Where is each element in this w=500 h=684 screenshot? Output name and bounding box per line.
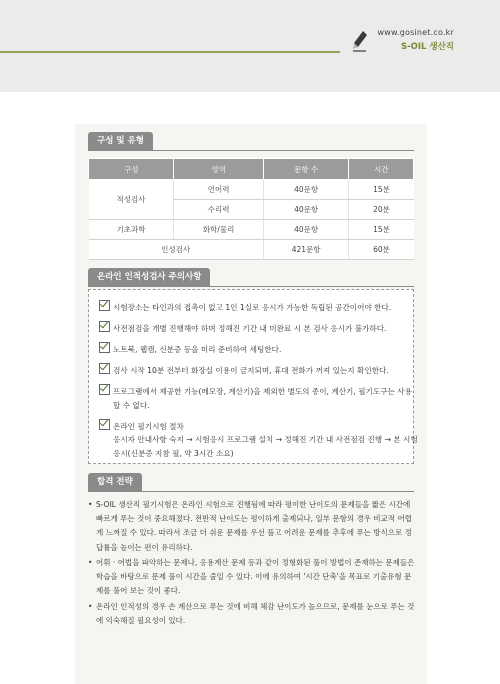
- notice-item: [99, 342, 404, 357]
- section-rule: [88, 150, 414, 151]
- strategy-text: 온라인 인적성의 경우 손 계산으로 푸는 것에 비해 체감 난이도가 높으므로, 문제를 눈으로 푸는 것에 익숙해질 필요성이 있다.: [96, 602, 415, 626]
- section-rule: [88, 286, 414, 287]
- notice-text: 온라인 필기시험 절차: [113, 422, 184, 431]
- strategy-item: [88, 498, 418, 555]
- header-group: 구성: [89, 159, 174, 180]
- notice-item: [99, 300, 404, 315]
- notice-text: 노트북, 웹캠, 신분증 등을 미리 준비하여 세팅한다.: [113, 345, 282, 354]
- bullet-icon: •: [88, 602, 93, 611]
- notice-item: [99, 384, 418, 413]
- notice-procedure: 응시자 안내사항 숙지 → 시험응시 프로그램 설치 → 정해진 기간 내 사전점검 진행 → 본 시험 응시(신분증 지참 필, 약 3시간 소요): [113, 435, 418, 458]
- header-area: 영역: [174, 159, 263, 180]
- cell-time: 15분: [349, 180, 414, 200]
- composition-table: [88, 158, 414, 260]
- section-tab-online-notice: 온라인 인적성검사 주의사항: [88, 268, 210, 286]
- section-tab-strategy: 합격 전략: [88, 473, 142, 491]
- cell-time: 60분: [349, 240, 414, 260]
- notice-box: [88, 289, 418, 464]
- table-header-row: [89, 159, 414, 180]
- notice-item: [99, 363, 404, 378]
- table-row: [89, 240, 414, 260]
- notice-item: [99, 419, 404, 434]
- strategy-text: 어휘 · 어법을 파악하는 문제나, 응용계산 문제 등과 같이 정형화된 풀이 방법이 존재하는 문제들은 학습을 바탕으로 문제 풀이 시간을 줄일 수 있다. 이에 유의하여 '시간 단축'을 목표로 기출유형 문제를 풀어 보는 것이 좋다.: [96, 558, 415, 596]
- cell-time: 15분: [349, 220, 414, 240]
- table-row: [89, 180, 414, 200]
- book-title: S-OIL 생산직: [400, 42, 454, 52]
- pencil-icon: [352, 30, 368, 52]
- cell-count: 421문항: [263, 240, 349, 260]
- strategy-text: S-OIL 생산직 필기시험은 온라인 시험으로 진행됨에 따라 평이한 난이도의 문제들을 짧은 시간에 빠르게 푸는 것이 중요해졌다. 전반적 난이도는 평이하게 출제되나, 일부 문항의 경우 비교적 어렵게 느껴질 수 있다. 따라서 조금 더 쉬운 문제를 우선 풀고 어려운 문제를 추후에 푸는 방식으로 정답률을 높이는 편이 유리하다.: [96, 500, 412, 552]
- checkbox-icon: [99, 363, 110, 374]
- strategy-item: [88, 600, 418, 628]
- cell-group: 적성검사: [89, 180, 174, 220]
- cell-count: 40문항: [263, 220, 349, 240]
- cell-area: 수리력: [174, 200, 263, 220]
- section-rule: [88, 491, 414, 492]
- strategy-item: [88, 556, 418, 599]
- header-time: 시간: [349, 159, 414, 180]
- notice-item: [99, 321, 404, 336]
- header-count: 문항 수: [263, 159, 349, 180]
- notice-text: 사전점검을 개별 진행해야 하며 정해진 기간 내 미완료 시 본 검사 응시가 불가하다.: [113, 324, 387, 333]
- checkbox-icon: [99, 300, 110, 311]
- cell-group: 기초과학: [89, 220, 174, 240]
- table-row: [89, 220, 414, 240]
- cell-time: 20분: [349, 200, 414, 220]
- cell-count: 40문항: [263, 180, 349, 200]
- notice-text: 검사 시작 10분 전부터 화장실 이용이 금지되며, 휴대 전화가 꺼져 있는지 확인한다.: [113, 366, 389, 375]
- checkbox-icon: [99, 342, 110, 353]
- cell-area: 화학/물리: [174, 220, 263, 240]
- site-url[interactable]: www.gosinet.co.kr: [377, 28, 454, 37]
- checkbox-icon: [99, 384, 110, 395]
- bullet-icon: •: [88, 558, 93, 567]
- checkbox-icon: [99, 321, 110, 332]
- cell-count: 40문항: [263, 200, 349, 220]
- cell-group: 인성검사: [89, 240, 264, 260]
- notice-text: 시험장소는 타인과의 접촉이 없고 1인 1실로 응시가 가능한 독립된 공간이어야 한다.: [113, 303, 392, 312]
- cell-area: 언어력: [174, 180, 263, 200]
- header-rule: [0, 51, 340, 53]
- section-tab-composition: 구성 및 유형: [88, 132, 153, 150]
- bullet-icon: •: [88, 500, 93, 509]
- notice-text: 프로그램에서 제공한 기능(메모장, 계산기)을 제외한 별도의 종이, 계산기, 필기도구는 사용할 수 없다.: [113, 387, 412, 410]
- checkbox-icon: [99, 419, 110, 430]
